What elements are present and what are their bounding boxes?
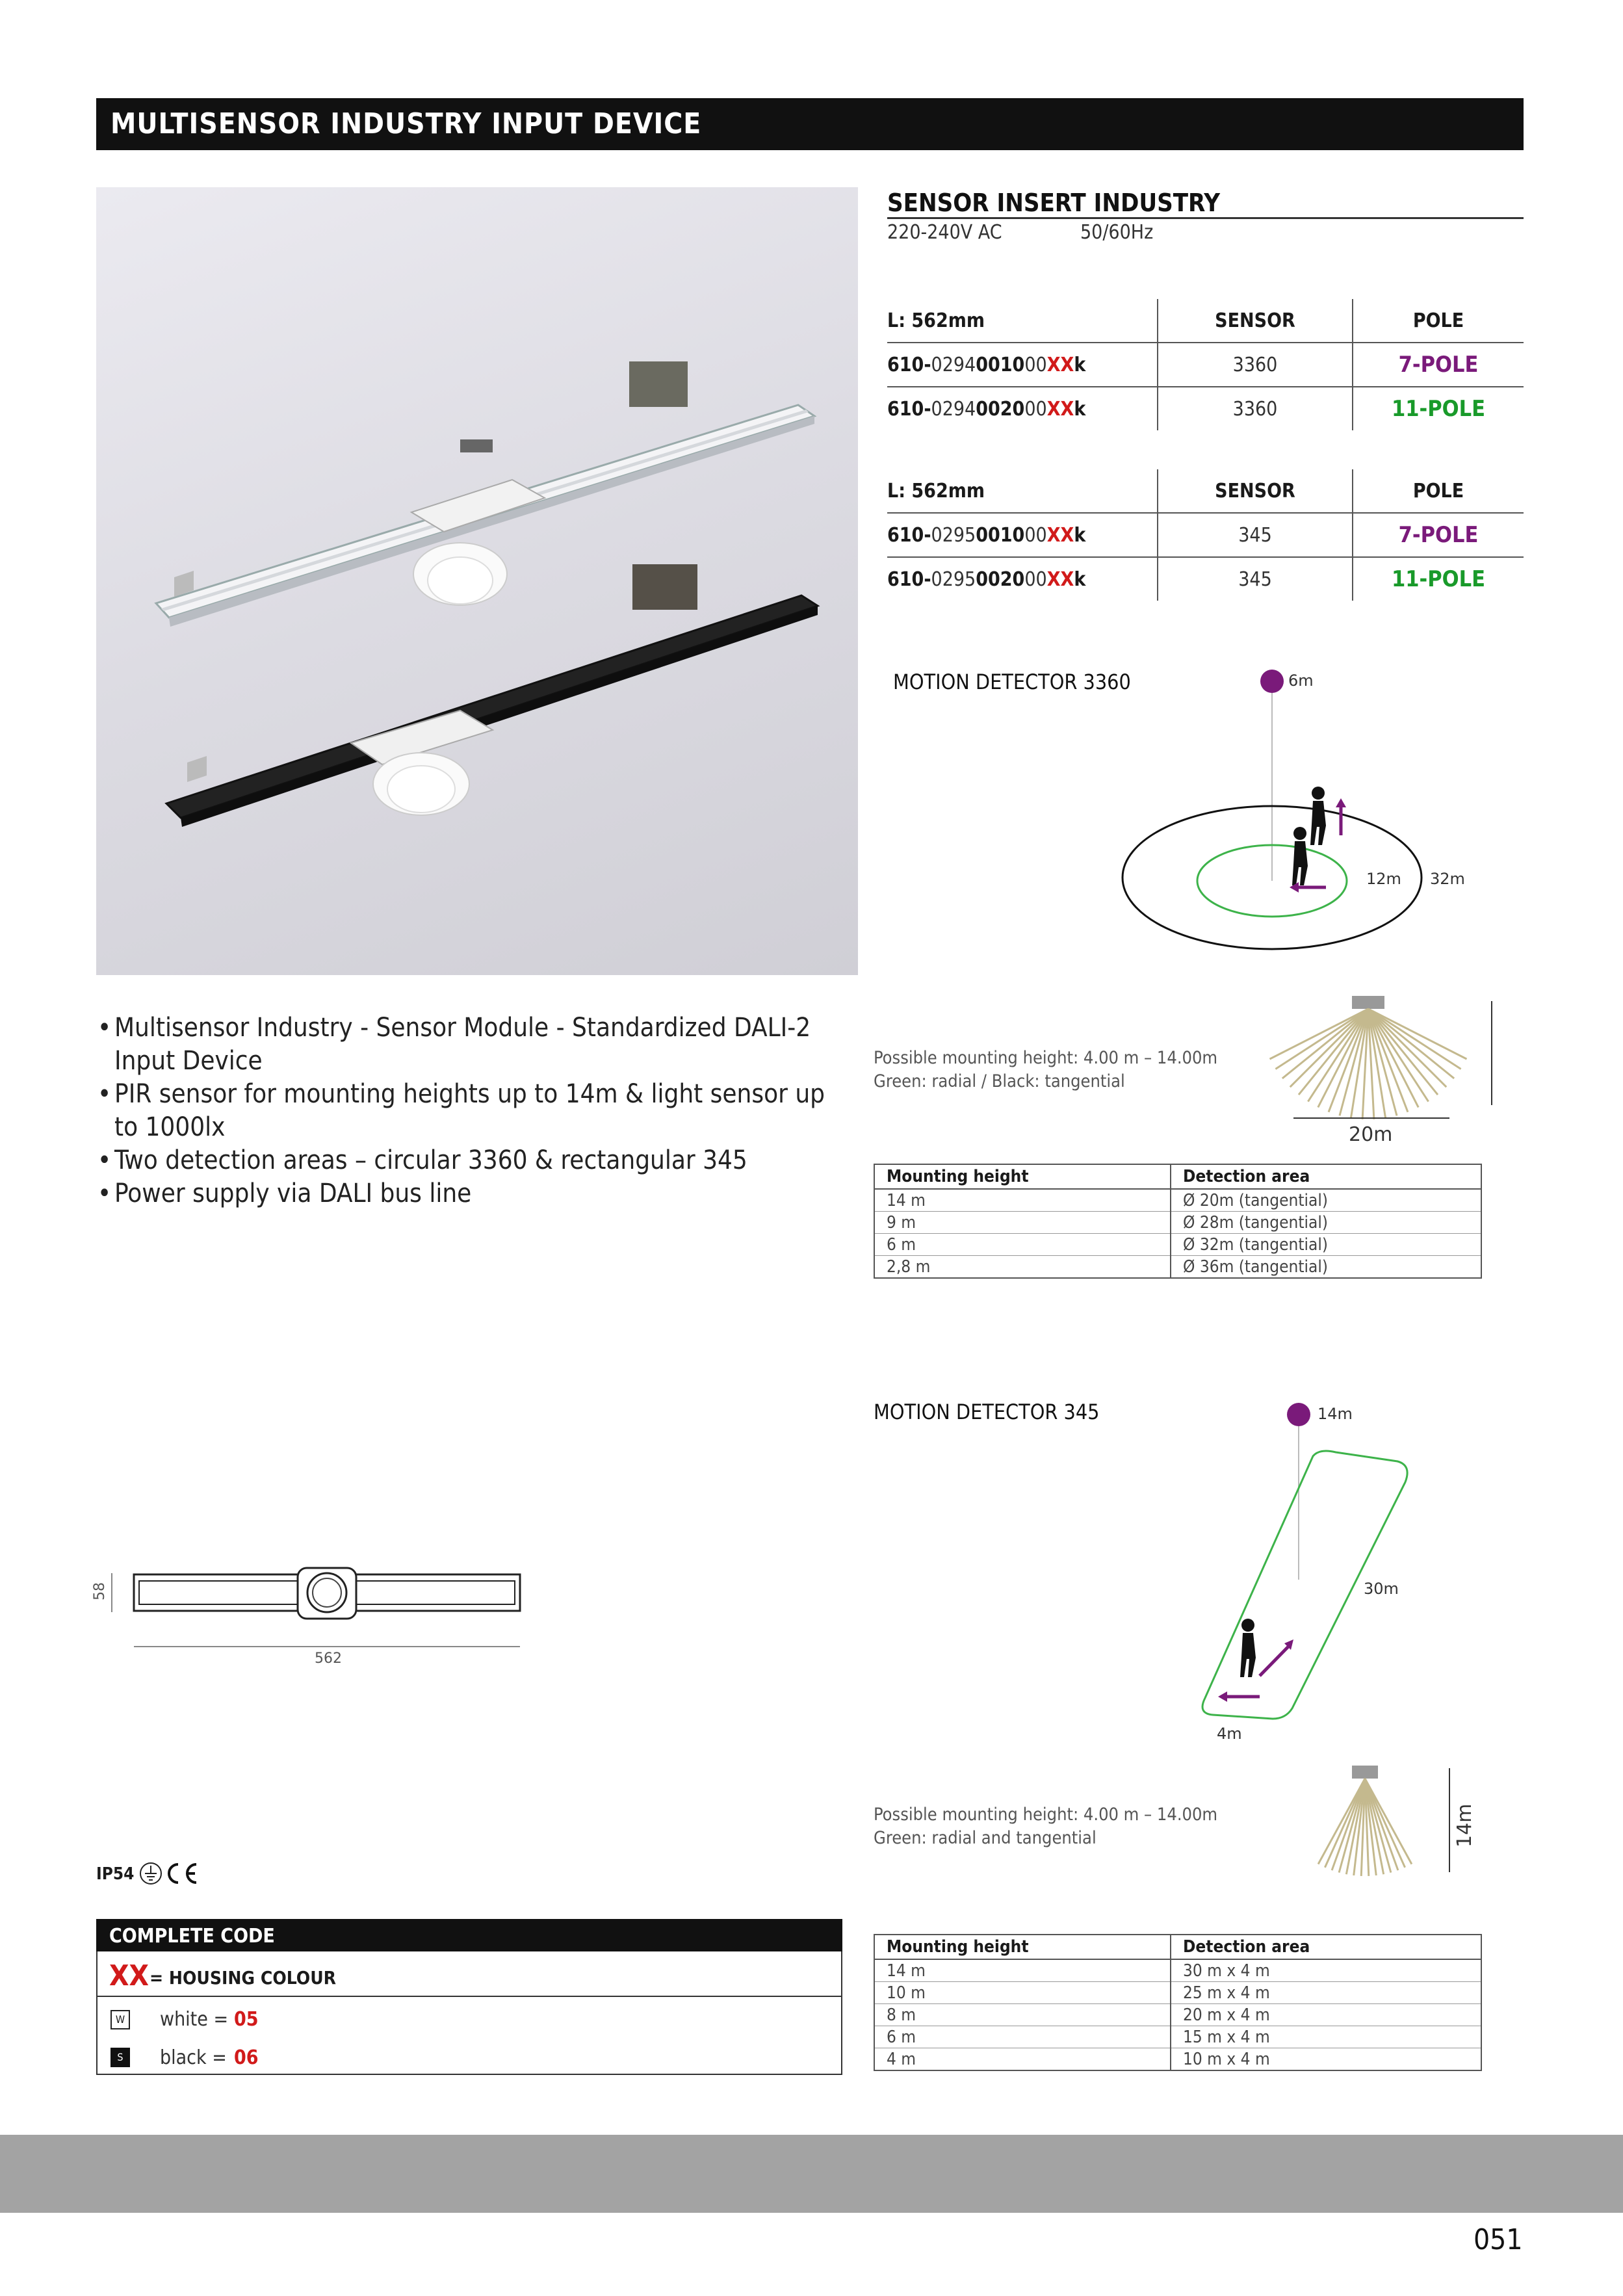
table-row: 4 m 10 m x 4 m [874, 2048, 1481, 2071]
width-label: 20m [1349, 1123, 1393, 1146]
table-row: 9 m Ø 28m (tangential) [874, 1212, 1481, 1234]
white-code: 05 [234, 2008, 259, 2031]
white-label: white = [160, 2008, 229, 2031]
sensor-head-icon [1352, 1766, 1378, 1779]
column-header: Mounting height [874, 1164, 1171, 1189]
motion-detector-3360-title: MOTION DETECTOR 3360 [893, 670, 1131, 694]
detection-diagram-3360 [1105, 657, 1465, 962]
table-row: 10 m 25 m x 4 m [874, 1982, 1481, 2004]
complete-code-header: COMPLETE CODE [96, 1919, 842, 1951]
table-header-row [887, 469, 1524, 513]
protective-earth-icon [140, 1863, 161, 1884]
pole-value: 7-POLE [1353, 343, 1524, 387]
table-row: 8 m 20 m x 4 m [874, 2004, 1481, 2026]
table-row [887, 343, 1524, 387]
person-icon [1310, 787, 1326, 845]
sensor-value: 345 [1158, 513, 1353, 557]
table-header-row [874, 1164, 1481, 1189]
table-row: 6 m Ø 32m (tangential) [874, 1234, 1481, 1256]
frequency: 50/60Hz [1080, 221, 1154, 244]
black-swatch: S [110, 2048, 130, 2067]
column-header: L: 562mm [887, 299, 1158, 343]
feature-item: • PIR sensor for mounting heights up to 14m & light sensor up to 1000lx [97, 1079, 825, 1142]
detection-ray [1365, 1779, 1412, 1864]
sensor-insert-title: SENSOR INSERT INDUSTRY [887, 189, 1221, 217]
mounting-height-3360: Possible mounting height: 4.00 m – 14.00m [874, 1048, 1218, 1068]
arrow-icon [1218, 1691, 1227, 1702]
detection-ray [1318, 1779, 1365, 1864]
sensor-value: 3360 [1158, 343, 1353, 387]
sensor-value: 3360 [1158, 387, 1353, 430]
detection-ray [1368, 1009, 1467, 1059]
title-bar [96, 98, 1524, 150]
article-code: 610-0294002000XXk [887, 397, 1086, 421]
divider [97, 1996, 841, 1997]
length-label: 30m [1364, 1580, 1399, 1598]
detection-ray [1290, 1009, 1368, 1087]
side-height-label: 14m [1453, 1803, 1476, 1847]
sensor-dot-icon [1287, 1403, 1310, 1426]
person-icon [1292, 827, 1308, 885]
feature-list [97, 1011, 845, 1210]
ip-rating: IP54 [96, 1864, 135, 1884]
detection-table-3360 [874, 1164, 1482, 1279]
ce-mark-icon [169, 1864, 196, 1883]
feature-item: • Two detection areas – circular 3360 & rectangular 345 [97, 1145, 747, 1175]
table-header-row [874, 1935, 1481, 1959]
column-header: POLE [1353, 299, 1524, 343]
pole-value: 11-POLE [1353, 557, 1524, 601]
complete-code-box [96, 1951, 842, 2075]
pole-value: 7-POLE [1353, 513, 1524, 557]
page-title: MULTISENSOR INDUSTRY INPUT DEVICE [110, 107, 702, 140]
product-photo [96, 187, 858, 975]
column-header: Detection area [1171, 1935, 1481, 1959]
pole-value: 11-POLE [1353, 387, 1524, 430]
table-row [887, 513, 1524, 557]
fan-diagram-3360 [1254, 988, 1501, 1151]
fan-diagram-345 [1287, 1755, 1482, 1885]
black-code: 06 [234, 2046, 259, 2069]
height-label: 14m [1318, 1405, 1353, 1423]
table-row: 14 m Ø 20m (tangential) [874, 1189, 1481, 1212]
feature-item: • Power supply via DALI bus line [97, 1179, 472, 1208]
divider [887, 217, 1524, 219]
length-dimension: 562 [315, 1650, 342, 1667]
black-label: black = [160, 2046, 227, 2069]
detection-ray [1269, 1009, 1368, 1059]
width-label: 4m [1217, 1725, 1242, 1743]
detection-diagram-345 [1157, 1391, 1430, 1755]
detection-ray [1368, 1009, 1446, 1087]
dimension-drawing [84, 1560, 539, 1677]
luminaire-illustration [96, 187, 858, 975]
person-icon [1240, 1619, 1256, 1677]
motion-detector-345-title: MOTION DETECTOR 345 [874, 1400, 1100, 1424]
product-table-345 [887, 469, 1524, 601]
table-row [887, 387, 1524, 430]
page-number: 051 [1474, 2223, 1523, 2256]
detection-ray [1368, 1009, 1438, 1095]
table-row [887, 557, 1524, 601]
inner-radius-label: 12m [1366, 870, 1401, 888]
sensor-value: 345 [1158, 557, 1353, 601]
column-header: Detection area [1171, 1164, 1481, 1189]
height-label: 6m [1288, 672, 1314, 690]
article-code: 610-0295001000XXk [887, 513, 1158, 557]
table-header-row [887, 299, 1524, 343]
height-dimension: 58 [92, 1582, 108, 1600]
article-code: 610-0295002000XXk [887, 567, 1086, 591]
xx-placeholder: XX [109, 1959, 149, 1992]
white-swatch: W [110, 2010, 130, 2029]
table-row: 6 m 15 m x 4 m [874, 2026, 1481, 2048]
column-header: Mounting height [874, 1935, 1171, 1959]
article-code: 610-0294001000XXk [887, 343, 1158, 387]
arrow-icon [1336, 798, 1346, 807]
feature-item: • Multisensor Industry - Sensor Module - Standardized DALI-2 Input Device [97, 1013, 811, 1076]
column-header: SENSOR [1158, 299, 1353, 343]
column-header: L: 562mm [887, 469, 1158, 513]
sensor-head-icon [1352, 996, 1384, 1009]
table-row: 14 m 30 m x 4 m [874, 1959, 1481, 1982]
mounting-height-345: Possible mounting height: 4.00 m – 14.00m [874, 1805, 1218, 1825]
column-header: SENSOR [1158, 469, 1353, 513]
detection-ray [1299, 1009, 1368, 1095]
housing-colour-label: = HOUSING COLOUR [149, 1967, 337, 1989]
legend-345: Green: radial and tangential [874, 1828, 1097, 1848]
column-header: POLE [1353, 469, 1524, 513]
legend-3360: Green: radial / Black: tangential [874, 1071, 1125, 1091]
product-table-3360 [887, 299, 1524, 430]
footer-bar [0, 2135, 1623, 2213]
detection-table-345 [874, 1934, 1482, 2071]
cert-icons [139, 1860, 204, 1886]
table-row: 2,8 m Ø 36m (tangential) [874, 1256, 1481, 1279]
sensor-dot-icon [1260, 670, 1284, 693]
voltage: 220-240V AC [887, 221, 1002, 244]
outer-radius-label: 32m [1430, 870, 1465, 888]
